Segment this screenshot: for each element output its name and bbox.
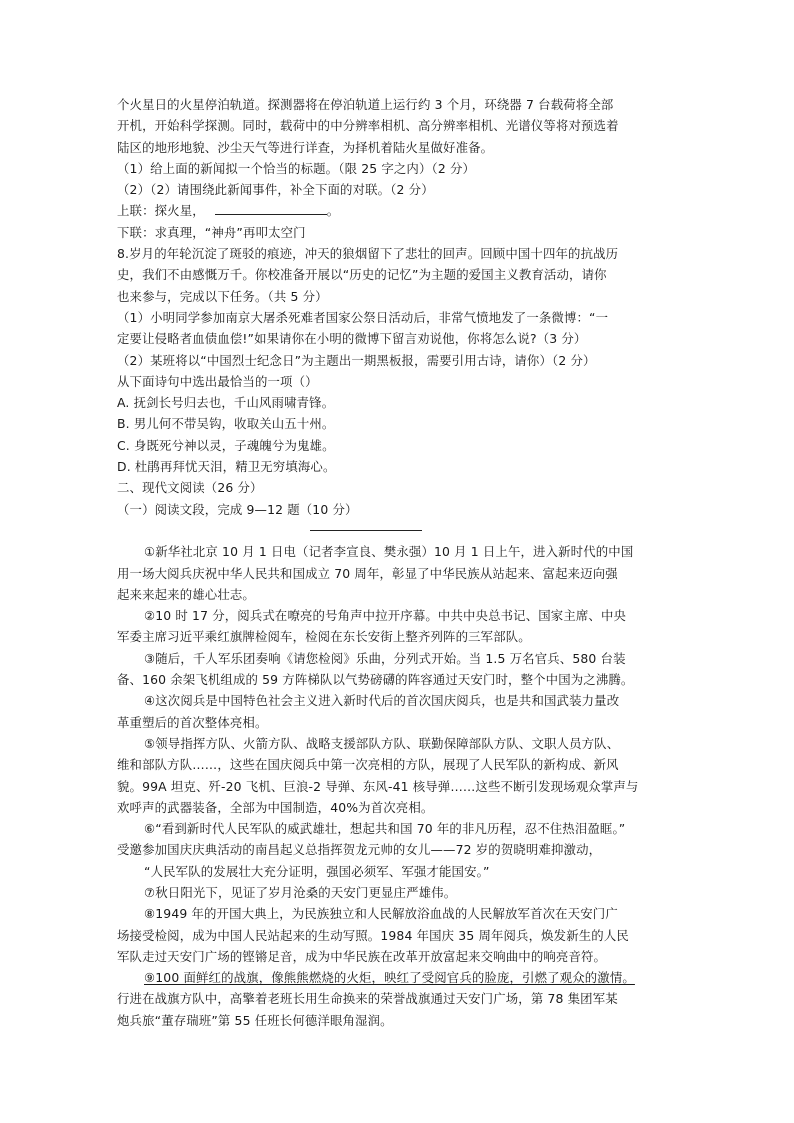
text-line: 用一场大阅兵庆祝中华人民共和国成立 70 周年，彰显了中华民族从站起来、富起来迈向强 [117,565,618,581]
text-line: 军队走过天安门广场的铿锵足音，成为中华民族在改革开放富起来交响曲中的响亮音符。 [117,948,607,964]
text-line: 个火星日的火星停泊轨道。探测器将在停泊轨道上运行约 3 个月，环绕器 7 台载荷将全部 [117,97,614,112]
question-7 [117,158,677,243]
text-line: ④这次阅兵是中国特色社会主义进入新时代后的首次国庆阅兵，也是共和国武装力量改 [144,693,620,709]
section-subheading: （一）阅读文段，完成 9—12 题（10 分） [117,501,358,517]
option-d: D. 杜鹃再拜忧天泪，精卫无穷填海心。 [117,459,336,475]
text-line: 军委主席习近平乘红旗牌检阅车，检阅在东长安街上整齐列阵的三军部队。 [117,629,531,645]
underlined-sentence: ⑨100 面鲜红的战旗，像熊熊燃烧的火炬，映红了受阅官兵的脸庞，引燃了观众的激情。 [144,970,635,986]
text-line: 8.岁月的年轮沉淀了斑驳的痕迹，冲天的狼烟留下了悲壮的回声。回顾中国十四年的抗战历 [117,246,619,262]
text-line: 陆区的地形地貌、沙尘天气等进行详查，为择机着陆火星做好准备。 [117,139,494,155]
couplet-upper-label: 上联：探火星， [117,203,205,219]
text-line: 开机，开始科学探测。同时，载荷中的中分辨率相机、高分辨率相机、光谱仪等将对预选着 [117,118,619,134]
option-c: C. 身既死兮神以灵，子魂魄兮为鬼雄。 [117,437,335,453]
q7-part1: （1）给上面的新闻拟一个恰当的标题。（限 25 字之内）（2 分） [117,160,476,176]
couplet-upper-end: 。 [326,203,340,219]
text-line: “人民军队的发展壮大充分证明，强国必须军、军强才能国安。” [144,863,490,879]
text-line: （1）小明同学参加南京大屠杀死难者国家公祭日活动后，非常气愤地发了一条微博：“一 [117,309,609,325]
couplet-lower: 下联：求真理，“神舟”再叩太空门 [117,224,306,240]
text-line: ⑥“看到新时代人民军队的威武雄壮，想起共和国 70 年的非凡历程，忍不住热泪盈眶。” [144,821,626,837]
text-line: 貌。99A 坦克、歼-20 飞机、巨浪-2 导弹、东风-41 核导弹……这些不断引发现场观众掌声与 [117,778,639,794]
option-b: B. 男儿何不带吴钩，收取关山五十州。 [117,416,335,432]
text-line: 炮兵旅“董存瑞班”第 55 任班长何德洋眼角湿润。 [117,1012,393,1028]
text-line: 欢呼声的武器装备，全部为中国制造，40%为首次亮相。 [117,799,434,815]
text-line: （2）某班将以“中国烈士纪念日”为主题出一期黑板报，需要引用古诗，请你）（2 分） [117,352,596,368]
q7-part2: （2）（2）请围绕此新闻事件，补全下面的对联。（2 分） [117,182,434,198]
article [117,541,677,1031]
question-8 [117,243,677,477]
text-line: ②10 时 17 分，阅兵式在嘹亮的号角声中拉开序幕。中共中央总书记、国家主席、中央 [144,608,627,624]
text-line: ⑧1949 年的开国大典上，为民族独立和人民解放浴血战的人民解放军首次在天安门广 [144,906,618,922]
couplet-upper [117,200,677,221]
article-title-blank[interactable] [117,520,677,541]
section-heading: 二、现代文阅读（26 分） [117,480,263,496]
text-line: ①新华社北京 10 月 1 日电（记者李宣良、樊永强）10 月 1 日上午，进入新时代的中国 [144,544,634,560]
text-line: 受邀参加国庆庆典活动的南昌起义总指挥贺龙元帅的女儿——72 岁的贺晓明难抑激动， [117,842,602,858]
text-line: 行进在战旗方队中，高擎着老班长用生命换来的荣誉战旗通过天安门广场，第 78 集团军某 [117,991,618,1007]
text-line: 场接受检阅，成为中国人民站起来的生动写照。1984 年国庆 35 周年阅兵，焕发新生的人民 [117,927,629,943]
option-a: A. 抚剑长号归去也，千山风雨啸青锋。 [117,395,335,411]
text-line: 定要让侵略者血债血偿!”如果请你在小明的微博下留言劝说他，你将怎么说?（3 分） [117,331,587,347]
exam-page [117,94,677,1031]
news-intro [117,94,677,158]
text-line: 维和部队方队……，这些在国庆阅兵中第一次亮相的方队，展现了人民军队的新构成、新风 [117,757,619,773]
section-2 [117,477,677,541]
text-line: ⑤领导指挥方队、火箭方队、战略支援部队方队、联勤保障部队方队、文职人员方队、 [144,735,620,751]
text-line: 起来来起来的雄心壮志。 [117,586,255,602]
couplet-answer-blank[interactable] [215,202,327,215]
text-line: 也来参与，完成以下任务。（共 5 分） [117,288,328,304]
text-line: 备、160 余架飞机组成的 59 方阵梯队以气势磅礴的阵容通过天安门时，整个中国为之沸腾。 [117,672,634,688]
text-line: 革重塑后的首次整体亮相。 [117,714,268,730]
text-line: ⑦秋日阳光下，见证了岁月沧桑的天安门更显庄严雄伟。 [144,884,457,900]
text-line: 从下面诗句中选出最恰当的一项（） [117,373,318,389]
text-line: ③随后，千人军乐团奏响《请您检阅》乐曲，分列式开始。当 1.5 万名官兵、580 台装 [144,650,626,666]
text-line: 史，我们不由感慨万千。你校准备开展以“历史的记忆”为主题的爱国主义教育活动，请你 [117,267,607,283]
